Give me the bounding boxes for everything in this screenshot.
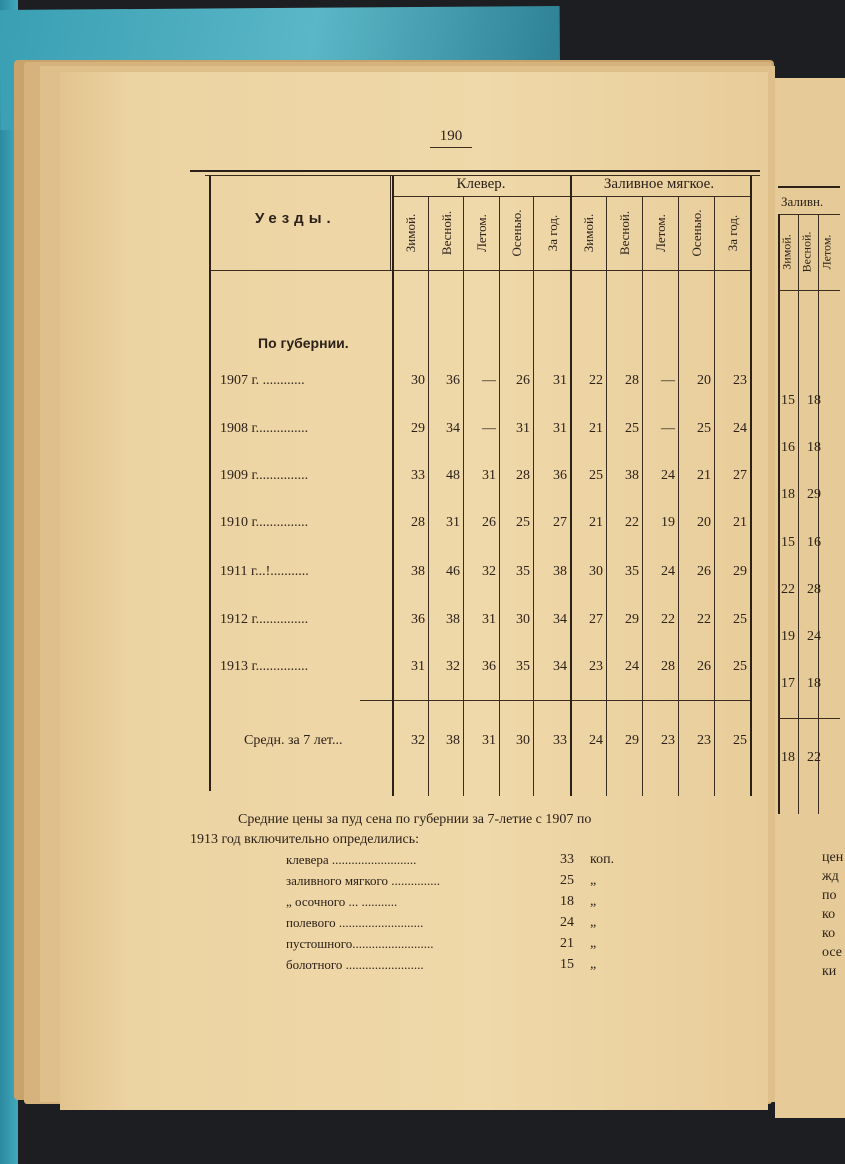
price-item-value: 25 [560, 873, 574, 888]
table-cell: 22 [589, 373, 603, 388]
price-item-value: 24 [560, 915, 574, 930]
column-header: Летом. [474, 214, 489, 252]
price-item-name: пустошного......................... [286, 936, 434, 951]
facing-average-cell: 18 [781, 750, 795, 765]
price-item-name: „ осочного ... ........... [286, 894, 398, 909]
table-cell: 26 [697, 659, 711, 674]
year-label: 1912 г............... [220, 612, 309, 627]
table-cell: 29 [411, 421, 425, 436]
table-cell: 25 [733, 612, 747, 627]
column-rule [463, 196, 464, 796]
average-cell: 30 [516, 733, 530, 748]
year-label: 1907 г. ............ [220, 373, 305, 388]
table-cell: 36 [411, 612, 425, 627]
summary-line-1: Средние цены за пуд сена по губернии за 7-летие с 1907 по [238, 812, 592, 827]
table-cell: 23 [589, 659, 603, 674]
table-cell: 36 [482, 659, 496, 674]
price-item-value: 15 [560, 957, 574, 972]
table-cell: 20 [697, 515, 711, 530]
table-cell: 35 [625, 564, 639, 579]
label-column-rule [390, 176, 391, 270]
column-rule [499, 196, 500, 796]
column-header: За год. [544, 214, 560, 252]
row-header: Уезды. [255, 210, 336, 227]
price-item-name: заливного мягкого ............... [286, 873, 441, 888]
table-cell: 26 [516, 373, 530, 388]
facing-text-fragment: ки [822, 964, 837, 979]
average-cell: 24 [589, 733, 603, 748]
table-cell: 21 [589, 421, 603, 436]
table-cell: 24 [661, 564, 675, 579]
table-cell: 28 [516, 468, 530, 483]
column-header: Зимой. [403, 213, 418, 253]
facing-column-header: Весной. [799, 231, 814, 273]
facing-rule [778, 214, 840, 215]
year-label: 1913 г............... [220, 659, 309, 674]
table-cell: 25 [589, 468, 603, 483]
price-item-unit: „ [590, 936, 597, 951]
facing-group-header: Заливн. [781, 194, 824, 209]
table-cell: 19 [661, 515, 675, 530]
header-bottom-rule [210, 270, 750, 271]
table-cell: 22 [625, 515, 639, 530]
table-cell: 34 [446, 421, 460, 436]
facing-column-rule [798, 214, 799, 814]
facing-cell: 18 [807, 676, 821, 691]
column-rule [714, 196, 715, 796]
facing-cell: 15 [781, 535, 795, 550]
column-rule [750, 176, 752, 796]
price-item-unit: „ [590, 915, 597, 930]
price-item-unit: „ [590, 873, 597, 888]
facing-average-cell: 22 [807, 750, 821, 765]
facing-column-rule [778, 214, 780, 814]
price-item-value: 21 [560, 936, 574, 951]
table-cell: 26 [482, 515, 496, 530]
facing-cell: 18 [807, 393, 821, 408]
facing-text-fragment: ко [822, 926, 836, 941]
table-cell: 32 [482, 564, 496, 579]
facing-cell: 18 [807, 440, 821, 455]
price-item-value: 33 [560, 852, 574, 867]
price-item-value: 18 [560, 894, 574, 909]
facing-top-rule [778, 186, 840, 188]
table-cell: 27 [589, 612, 603, 627]
year-label: 1908 г............... [220, 421, 309, 436]
table-cell: 23 [733, 373, 747, 388]
table-cell: — [482, 421, 496, 436]
average-cell: 32 [411, 733, 425, 748]
facing-text-fragment: ко [822, 907, 836, 922]
average-cell: 31 [482, 733, 496, 748]
facing-cell: 16 [807, 535, 821, 550]
table-cell: 28 [661, 659, 675, 674]
column-rule [392, 176, 394, 796]
table-cell: 25 [697, 421, 711, 436]
facing-cell: 15 [781, 393, 795, 408]
facing-column-header: Летом. [819, 234, 834, 270]
table-cell: 25 [733, 659, 747, 674]
table-cell: 29 [625, 612, 639, 627]
facing-cell: 29 [807, 487, 821, 502]
facing-cell: 24 [807, 629, 821, 644]
table-cell: 46 [446, 564, 460, 579]
table-cell: — [482, 373, 496, 388]
table-cell: 20 [697, 373, 711, 388]
column-rule [606, 196, 607, 796]
table-cell: 22 [661, 612, 675, 627]
table-cell: 35 [516, 659, 530, 674]
facing-text-fragment: жд [822, 869, 839, 884]
group-header: Заливное мягкое. [603, 176, 715, 192]
year-label: 1911 г...!........... [220, 564, 309, 579]
table-cell: 26 [697, 564, 711, 579]
year-label: 1909 г............... [220, 468, 309, 483]
facing-text-fragment: осе [822, 945, 842, 960]
average-cell: 29 [625, 733, 639, 748]
table-cell: 36 [553, 468, 567, 483]
facing-cell: 17 [781, 676, 795, 691]
table-cell: 27 [553, 515, 567, 530]
page-number-rule [430, 147, 472, 148]
table-cell: 25 [625, 421, 639, 436]
table-top-rule [190, 170, 760, 172]
table-cell: 30 [411, 373, 425, 388]
price-item-name: клевера .......................... [286, 852, 417, 867]
column-header: За год. [725, 214, 740, 252]
average-label: Средн. за 7 лет... [244, 733, 343, 748]
average-cell: 23 [661, 733, 675, 748]
table-cell: 29 [733, 564, 747, 579]
table-cell: 28 [411, 515, 425, 530]
table-cell: 35 [516, 564, 530, 579]
table-cell: 28 [625, 373, 639, 388]
price-item-name: полевого .......................... [286, 915, 424, 930]
facing-column-header: Зимой. [779, 234, 794, 270]
column-rule [533, 196, 534, 796]
table-cell: 34 [553, 612, 567, 627]
average-cell: 38 [446, 733, 460, 748]
facing-column-rule [818, 214, 819, 814]
table-cell: 48 [446, 468, 460, 483]
facing-text-fragment: по [822, 888, 837, 903]
column-rule [678, 196, 679, 796]
section-title: По губернии. [258, 335, 349, 351]
table-cell: 36 [446, 373, 460, 388]
table-cell: 22 [697, 612, 711, 627]
table-cell: 38 [411, 564, 425, 579]
year-label: 1910 г............... [220, 515, 309, 530]
table-cell: 21 [697, 468, 711, 483]
table-cell: 31 [446, 515, 460, 530]
facing-cell: 28 [807, 582, 821, 597]
table-cell: 31 [516, 421, 530, 436]
column-rule [428, 196, 429, 796]
price-item-name: болотного ........................ [286, 957, 424, 972]
table-cell: 24 [661, 468, 675, 483]
table-cell: 30 [589, 564, 603, 579]
table-cell: 31 [482, 612, 496, 627]
table-cell: — [661, 421, 675, 436]
column-rule [642, 196, 643, 796]
page-number: 190 [439, 128, 463, 144]
table-cell: — [661, 373, 675, 388]
table-cell: 32 [446, 659, 460, 674]
table-cell: 24 [625, 659, 639, 674]
column-header: Осенью. [689, 209, 704, 257]
column-header: Осенью. [509, 209, 524, 257]
facing-cell: 19 [781, 629, 795, 644]
column-header: Летом. [653, 214, 668, 252]
table-cell: 31 [553, 421, 567, 436]
price-item-unit: „ [590, 894, 597, 909]
table-cell: 38 [446, 612, 460, 627]
table-cell: 21 [733, 515, 747, 530]
average-rule [360, 700, 750, 701]
table-cell: 31 [553, 373, 567, 388]
facing-rule [778, 290, 840, 291]
table-cell: 25 [516, 515, 530, 530]
table-cell: 38 [625, 468, 639, 483]
facing-cell: 22 [781, 582, 795, 597]
table-cell: 33 [411, 468, 425, 483]
table-cell: 27 [733, 468, 747, 483]
price-item-unit: коп. [590, 852, 615, 867]
table-cell: 34 [553, 659, 567, 674]
table-cell: 38 [553, 564, 567, 579]
table-left-rule [209, 176, 211, 791]
average-cell: 23 [697, 733, 711, 748]
facing-cell: 18 [781, 487, 795, 502]
facing-cell: 16 [781, 440, 795, 455]
average-cell: 33 [553, 733, 567, 748]
facing-text-fragment: цен [822, 850, 844, 865]
group-header: Клевер. [456, 176, 506, 192]
table-cell: 30 [516, 612, 530, 627]
column-header: Весной. [438, 210, 454, 256]
table-cell: 24 [733, 421, 747, 436]
column-header: Весной. [617, 210, 632, 256]
average-cell: 25 [733, 733, 747, 748]
summary-line-2: 1913 год включительно определились: [190, 832, 419, 847]
column-header: Зимой. [581, 213, 596, 253]
facing-average-rule [778, 718, 840, 719]
column-rule [570, 176, 572, 796]
table-cell: 31 [482, 468, 496, 483]
table-cell: 21 [589, 515, 603, 530]
table-cell: 31 [411, 659, 425, 674]
price-item-unit: „ [590, 957, 597, 972]
